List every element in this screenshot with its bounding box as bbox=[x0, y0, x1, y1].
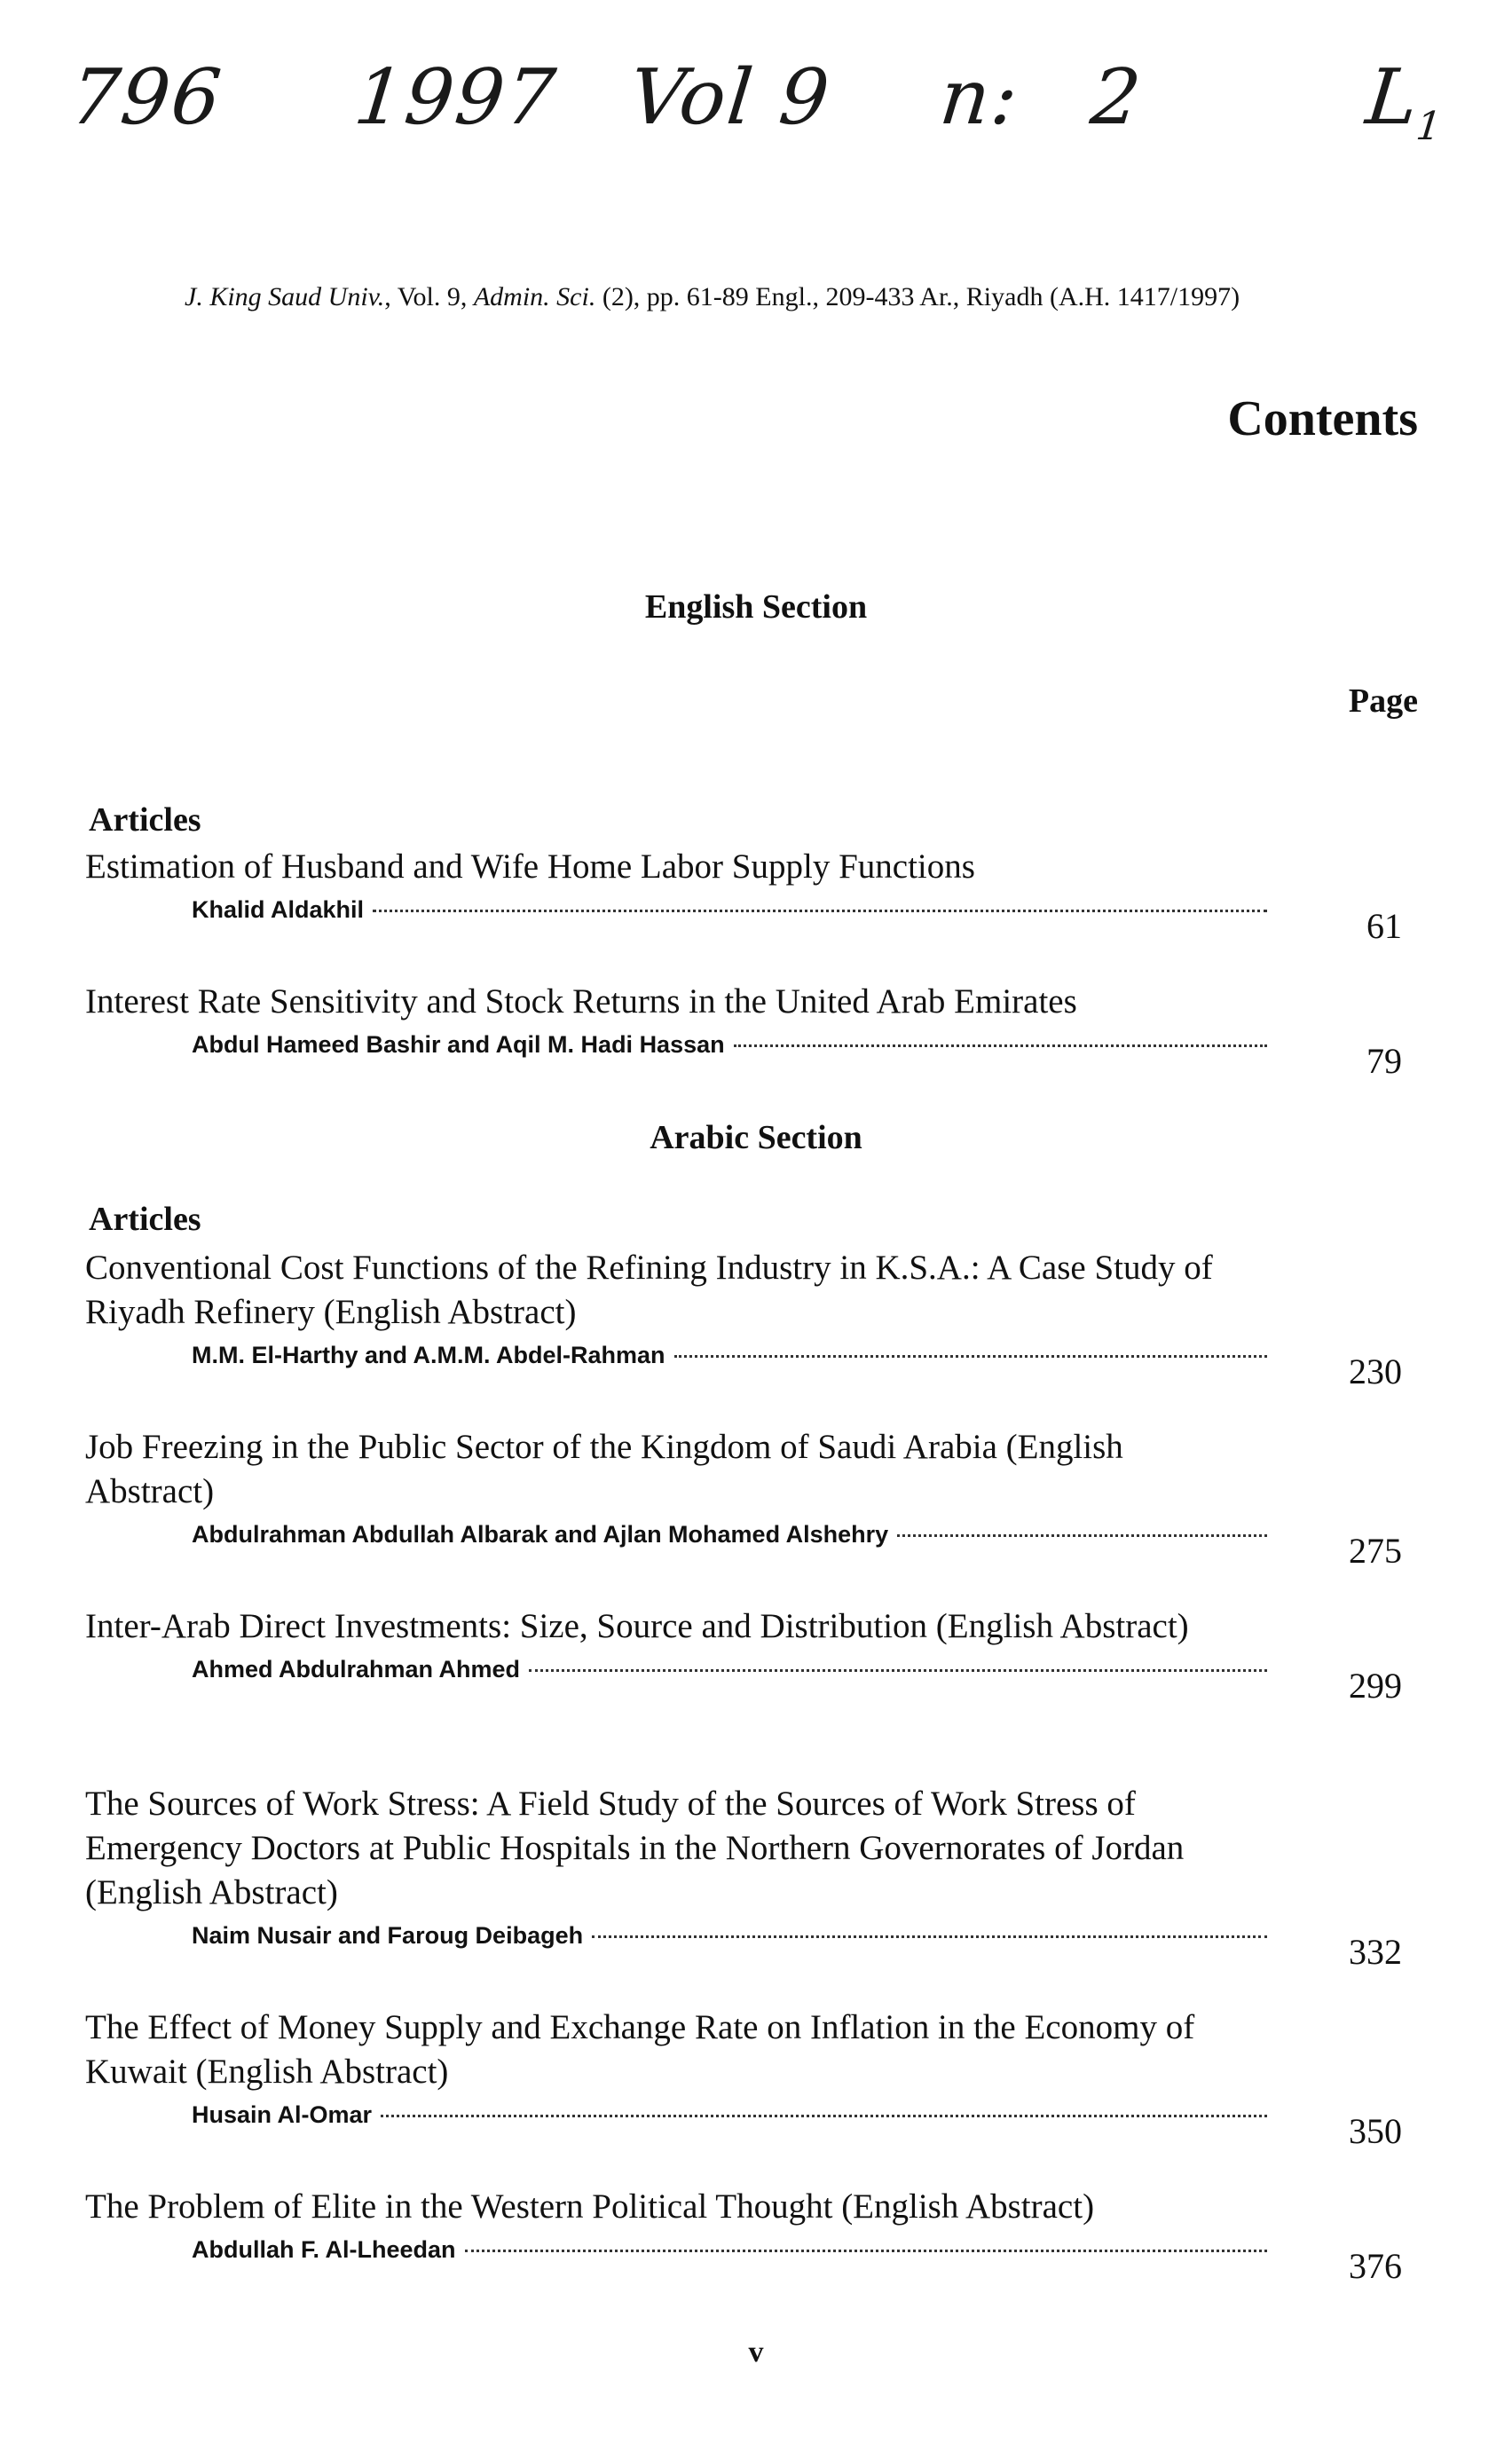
handwritten-number: 2 bbox=[1086, 53, 1146, 142]
dot-leader bbox=[592, 1935, 1267, 1938]
entry-page-number: 275 bbox=[1349, 1531, 1402, 1571]
toc-entry[interactable] bbox=[85, 1782, 1434, 1972]
dot-leader bbox=[897, 1534, 1267, 1537]
entry-author: Husain Al-Omar bbox=[192, 2101, 373, 2128]
toc-entry[interactable] bbox=[85, 980, 1434, 1081]
entry-author: Abdullah F. Al-Lheedan bbox=[192, 2236, 456, 2263]
entry-author: Abdul Hameed Bashir and Aqil M. Hadi Hassan bbox=[192, 1031, 725, 1058]
entry-author-row bbox=[85, 1919, 1434, 1972]
handwritten-volume: Vol 9 bbox=[625, 53, 835, 142]
entry-author: M.M. El-Harthy and A.M.M. Abdel-Rahman bbox=[192, 1342, 665, 1368]
entry-title: Inter-Arab Direct Investments: Size, Source and Distribution (English Abstract) bbox=[85, 1607, 1189, 1645]
page-title: Contents bbox=[1227, 391, 1418, 446]
entry-author-row bbox=[85, 1517, 1434, 1571]
entry-author-row bbox=[85, 1652, 1434, 1706]
toc-entry[interactable] bbox=[85, 2185, 1434, 2286]
handwritten-mark-letter: L bbox=[1362, 53, 1424, 142]
handwritten-year: 1997 bbox=[350, 53, 562, 142]
entry-page-number: 79 bbox=[1366, 1041, 1402, 1081]
entry-page-number: 350 bbox=[1349, 2111, 1402, 2151]
dot-leader bbox=[734, 1044, 1267, 1047]
journal-volume: , Vol. 9, bbox=[384, 282, 474, 311]
entry-page-number: 230 bbox=[1349, 1352, 1402, 1391]
toc-entry[interactable] bbox=[85, 1604, 1434, 1706]
toc-entry[interactable] bbox=[85, 1246, 1434, 1391]
entry-page-number: 299 bbox=[1349, 1666, 1402, 1706]
journal-section: Admin. Sci. bbox=[473, 282, 596, 311]
dot-leader bbox=[674, 1355, 1267, 1358]
entry-author: Abdulrahman Abdullah Albarak and Ajlan Mohamed Alshehry bbox=[192, 1521, 889, 1548]
entry-title: The Sources of Work Stress: A Field Study of the Sources of Work Stress of Emergency Doctors at Public Hospitals in the Northern Governorates of Jordan (English Abstract) bbox=[85, 1785, 1185, 1911]
journal-details: (2), pp. 61-89 Engl., 209-433 Ar., Riyadh (A.H. 1417/1997) bbox=[595, 282, 1240, 311]
entry-title: Estimation of Husband and Wife Home Labor Supply Functions bbox=[85, 847, 975, 886]
journal-name: J. King Saud Univ. bbox=[185, 282, 385, 311]
entry-title: The Effect of Money Supply and Exchange Rate on Inflation in the Economy of Kuwait (English Abstract) bbox=[85, 2008, 1195, 2091]
english-articles-label: Articles bbox=[89, 801, 201, 839]
entry-author-row bbox=[85, 2098, 1434, 2151]
arabic-articles-label: Articles bbox=[89, 1201, 201, 1238]
arabic-section-heading: Arabic Section bbox=[650, 1119, 862, 1156]
entry-title: Conventional Cost Functions of the Refining Industry in K.S.A.: A Case Study of Riyadh Refinery (English Abstract) bbox=[85, 1249, 1213, 1331]
entry-page-number: 376 bbox=[1349, 2246, 1402, 2286]
entry-page-number: 332 bbox=[1349, 1932, 1402, 1972]
entry-author-row bbox=[85, 2233, 1434, 2286]
entry-author: Ahmed Abdulrahman Ahmed bbox=[192, 1656, 521, 1683]
entry-author-row bbox=[85, 893, 1434, 946]
entry-author-row bbox=[85, 1028, 1434, 1081]
toc-entry[interactable] bbox=[85, 2006, 1434, 2151]
entry-author-row bbox=[85, 1338, 1434, 1391]
handwritten-mark bbox=[1361, 53, 1450, 149]
entry-title: Interest Rate Sensitivity and Stock Returns in the United Arab Emirates bbox=[85, 982, 1077, 1021]
entry-author: Naim Nusair and Faroug Deibageh bbox=[192, 1922, 584, 1949]
dot-leader bbox=[373, 910, 1267, 912]
handwritten-number-label: n: bbox=[935, 53, 1024, 142]
handwritten-mark-sub: 1 bbox=[1414, 104, 1445, 150]
entry-author: Khalid Aldakhil bbox=[192, 896, 365, 923]
page-number-footer: v bbox=[748, 2336, 764, 2368]
entry-page-number: 61 bbox=[1366, 906, 1402, 946]
entry-title: The Problem of Elite in the Western Political Thought (English Abstract) bbox=[85, 2187, 1095, 2226]
page-column-heading: Page bbox=[1348, 682, 1418, 720]
dot-leader bbox=[529, 1669, 1267, 1672]
english-section-heading: English Section bbox=[644, 588, 868, 626]
handwritten-annotation bbox=[62, 35, 1464, 177]
toc-entry[interactable] bbox=[85, 1425, 1434, 1571]
toc-entry[interactable] bbox=[85, 845, 1434, 946]
dot-leader bbox=[465, 2250, 1267, 2252]
journal-citation bbox=[185, 282, 1427, 312]
dot-leader bbox=[381, 2115, 1267, 2117]
handwritten-catalog-number: 796 bbox=[66, 53, 227, 142]
entry-title: Job Freezing in the Public Sector of the Kingdom of Saudi Arabia (English Abstract) bbox=[85, 1428, 1123, 1510]
